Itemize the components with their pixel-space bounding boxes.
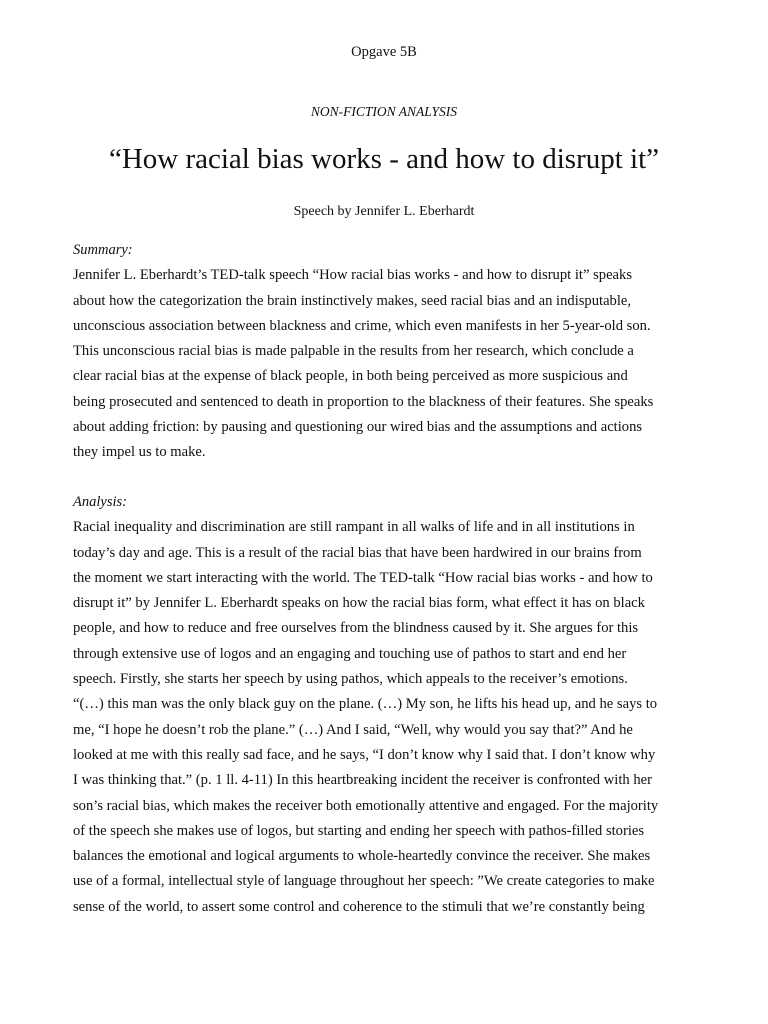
analysis-line: today’s day and age. This is a result of the racial bias that have been hardwired in our brains from [73, 544, 642, 561]
assignment-label: Opgave 5B [351, 44, 417, 60]
analysis-line: people, and how to reduce and free ourselves from the blindness caused by it. She argues for this [73, 620, 639, 637]
analysis-line: “(…) this man was the only black guy on the plane. (…) My son, he lifts his head up, and he says to [73, 696, 658, 713]
summary-line: about adding friction: by pausing and questioning our wired bias and the assumptions and actions [73, 419, 643, 436]
summary-line: being prosecuted and sentenced to death in proportion to the blackness of their features. She speaks [73, 393, 654, 410]
summary-line: unconscious association between blackness and crime, which even manifests in her 5-year-old son. [73, 317, 651, 334]
analysis-line: me, “I hope he doesn’t rob the plane.” (…) And I said, “Well, why would you say that?” And he [73, 721, 633, 738]
analysis-line: looked at me with this really sad face, and he says, “I don’t know why I said that. I don’t know why [73, 746, 656, 763]
byline: Speech by Jennifer L. Eberhardt [293, 204, 475, 219]
summary-heading: Summary: [73, 242, 133, 258]
analysis-line: the moment we start interacting with the world. The TED-talk “How racial bias works - and how to [73, 569, 653, 586]
analysis-line: through extensive use of logos and an engaging and touching use of pathos to start and end her [73, 645, 627, 662]
summary-line: about how the categorization the brain instinctively makes, seed racial bias and an indisputable, [73, 292, 632, 309]
summary-body [73, 263, 695, 465]
analysis-body [73, 515, 695, 920]
analysis-line: use of a formal, intellectual style of language throughout her speech: ”We create categories to make [73, 873, 655, 890]
summary-line: Jennifer L. Eberhardt’s TED-talk speech “How racial bias works - and how to disrupt it” speaks [73, 267, 632, 284]
summary-line: clear racial bias at the expense of black people, in both being perceived as more suspicious and [73, 368, 628, 385]
analysis-section [73, 490, 695, 920]
analysis-line: Racial inequality and discrimination are still rampant in all walks of life and in all institutions in [73, 519, 635, 536]
summary-line: This unconscious racial bias is made palpable in the results from her research, which conclude a [73, 343, 634, 360]
analysis-line: disrupt it” by Jennifer L. Eberhardt speaks on how the racial bias form, what effect it has on black [73, 595, 645, 612]
summary-section [73, 238, 695, 466]
page-title: “How racial bias works - and how to disrupt it” [108, 143, 660, 175]
analysis-line: son’s racial bias, which makes the receiver both emotionally attentive and engaged. For the majority [73, 797, 659, 814]
analysis-line: balances the emotional and logical arguments to whole-heartedly convince the receiver. She makes [73, 848, 651, 865]
analysis-line: of the speech she makes use of logos, but starting and ending her speech with pathos-filled stories [73, 822, 645, 839]
analysis-line: sense of the world, to assert some control and coherence to the stimuli that we’re constantly being [73, 898, 645, 915]
analysis-heading: Analysis: [73, 494, 127, 510]
summary-line: they impel us to make. [73, 444, 206, 461]
analysis-line: I was thinking that.” (p. 1 ll. 4-11) In this heartbreaking incident the receiver is confronted with her [73, 772, 652, 789]
analysis-line: speech. Firstly, she starts her speech by using pathos, which appeals to the receiver’s emotions. [73, 671, 628, 688]
category-label: NON-FICTION ANALYSIS [310, 104, 458, 119]
